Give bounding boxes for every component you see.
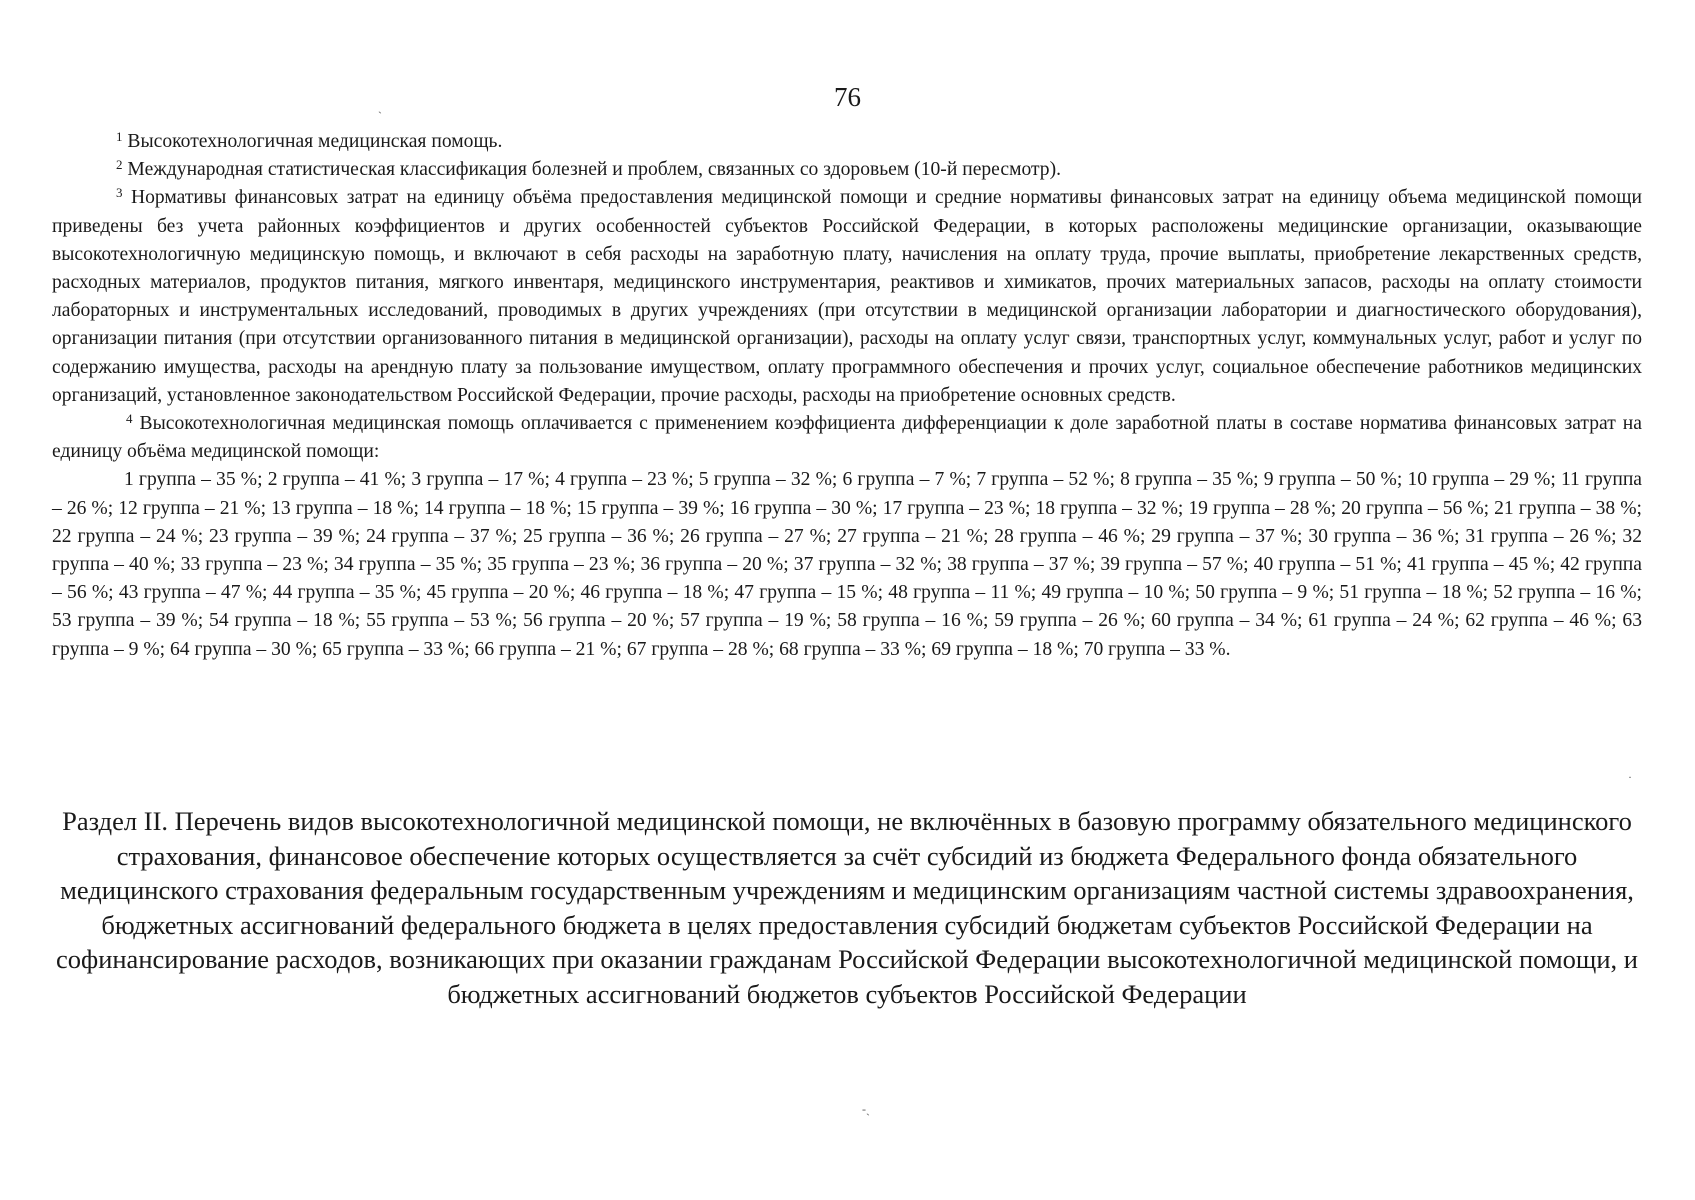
- footnote-3: [52, 184, 1642, 410]
- footnote-4: [52, 410, 1642, 466]
- section-heading: Раздел II. Перечень видов высокотехнологичной медицинской помощи, не включённых в базовую программу обязательного медицинского страхования, финансовое обеспечение которых осуществляется за счёт субсидий из бюджета Федерального фонда обязательного медицинского страхования федеральным государственным учреждениям и медицинским организациям частной системы здравоохранения, бюджетных ассигнований федерального бюджета в целях предоставления субсидий бюджетам субъектов Российской Федерации на софинансирование расходов, возникающих при оказании гражданам Российской Федерации высокотехнологичной медицинской помощи, и бюджетных ассигнований бюджетов субъектов Российской Федерации: [56, 806, 1638, 1009]
- scan-speck: -ˎ: [862, 1102, 870, 1116]
- footnote-2: [52, 156, 1642, 184]
- footnote-mark: 3: [116, 185, 123, 201]
- footnote-mark: 2: [116, 157, 123, 173]
- footnote-mark: 1: [116, 129, 123, 144]
- footnote-text: Международная статистическая классификация болезней и проблем, связанных со здоровьем (10-й пересмотр).: [127, 159, 1062, 181]
- page-number: 76: [834, 82, 861, 112]
- footnote-mark: 4: [126, 411, 133, 427]
- scan-speck: ˏ: [378, 100, 382, 114]
- footnote-text: Высокотехнологичная медицинская помощь.: [127, 131, 503, 152]
- footnote-text: Нормативы финансовых затрат на единицу объёма предоставления медицинской помощи и средние нормативы финансовых затрат на единицу объема медицинской помощи приведены без учета районных коэффициентов и других особенностей субъектов Российской Федерации, в которых расположены медицинские организации, оказывающие высокотехнологичную медицинскую помощь, и включают в себя расходы на заработную плату, начисления на оплату труда, прочие выплаты, приобретение лекарственных средств, расходных материалов, продуктов питания, мягкого инвентаря, медицинского инструментария, реактивов и химикатов, прочих материальных запасов, расходы на оплату стоимости лабораторных и инструментальных исследований, проводимых в других учреждениях (при отсутствии в медицинской организации лаборатории и диагностического оборудования), организации питания (при отсутствии организованного питания в медицинской организации), расходы на оплату услуг связи, транспортных услуг, коммунальных услуг, работ и услуг по содержанию имущества, расходы на арендную плату за пользование имуществом, оплату программного обеспечения и прочих услуг, социальное обеспечение работников медицинских организаций, установленное законодательством Российской Федерации, прочие расходы, расходы на приобретение основных средств.: [52, 187, 1642, 406]
- footnotes-block: [52, 128, 1642, 664]
- footnote-1: [52, 128, 1642, 156]
- footnote-text: Высокотехнологичная медицинская помощь оплачивается с применением коэффициента дифференциации к доле заработной платы в составе норматива финансовых затрат на единицу объёма медицинской помощи:: [52, 413, 1642, 463]
- scan-speck: ·: [1628, 770, 1632, 784]
- group-coefficients: 1 группа – 35 %; 2 группа – 41 %; 3 группа – 17 %; 4 группа – 23 %; 5 группа – 32 %; 6 группа – 7 %; 7 группа – 52 %; 8 группа – 35 %; 9 группа – 50 %; 10 группа – 29 %; 11 группа – 26 %; 12 группа – 21 %; 13 группа – 18 %; 14 группа – 18 %; 15 группа – 39 %; 16 группа – 30 %; 17 группа – 23 %; 18 группа – 32 %; 19 группа – 28 %; 20 группа – 56 %; 21 группа – 38 %; 22 группа – 24 %; 23 группа – 39 %; 24 группа – 37 %; 25 группа – 36 %; 26 группа – 27 %; 27 группа – 21 %; 28 группа – 46 %; 29 группа – 37 %; 30 группа – 36 %; 31 группа – 26 %; 32 группа – 40 %; 33 группа – 23 %; 34 группа – 35 %; 35 группа – 23 %; 36 группа – 20 %; 37 группа – 32 %; 38 группа – 37 %; 39 группа – 57 %; 40 группа – 51 %; 41 группа – 45 %; 42 группа – 56 %; 43 группа – 47 %; 44 группа – 35 %; 45 группа – 20 %; 46 группа – 18 %; 47 группа – 15 %; 48 группа – 11 %; 49 группа – 10 %; 50 группа – 9 %; 51 группа – 18 %; 52 группа – 16 %; 53 группа – 39 %; 54 группа – 18 %; 55 группа – 53 %; 56 группа – 20 %; 57 группа – 19 %; 58 группа – 16 %; 59 группа – 26 %; 60 группа – 34 %; 61 группа – 24 %; 62 группа – 46 %; 63 группа – 9 %; 64 группа – 30 %; 65 группа – 33 %; 66 группа – 21 %; 67 группа – 28 %; 68 группа – 33 %; 69 группа – 18 %; 70 группа – 33 %.: [52, 469, 1642, 660]
